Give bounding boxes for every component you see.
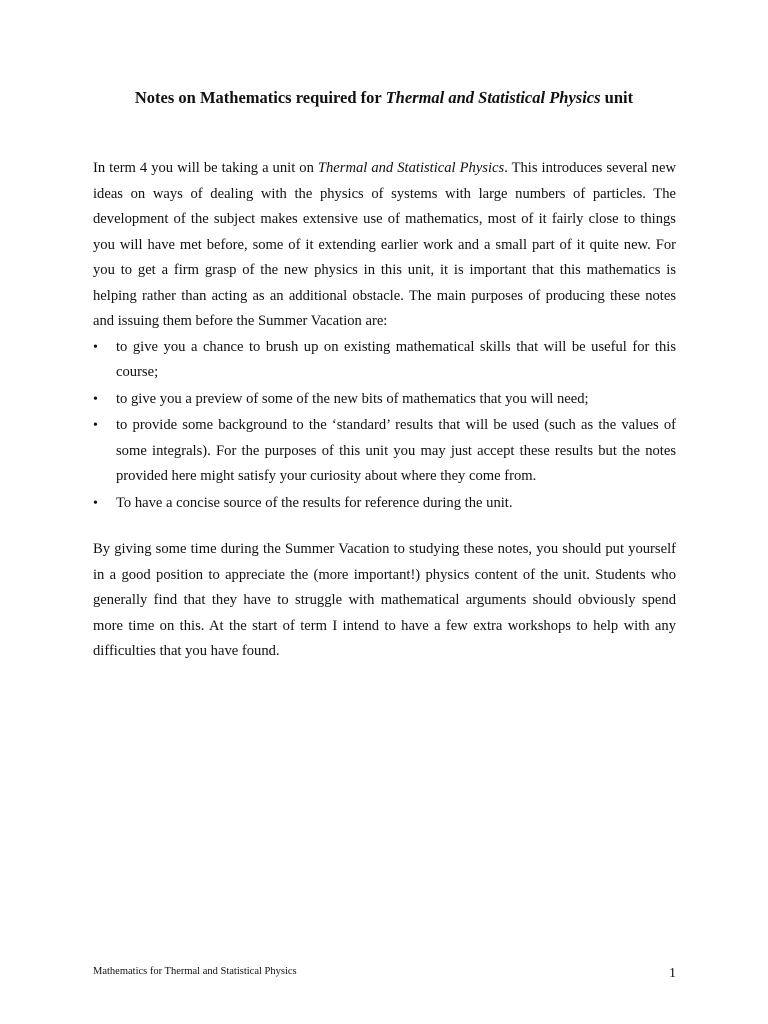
closing-paragraph: By giving some time during the Summer Vacation to studying these notes, you should put yourself in a good position to appreciate the (more important!) physics content of the unit. Students who generally find that they have to struggle with mathematical arguments should obviously spend more time on this. At the start of term I intend to have a few extra workshops to help with any difficulties that you have found. <box>93 541 676 659</box>
intro-section <box>93 156 676 517</box>
footer-title: Mathematics for Thermal and Statistical Physics <box>93 966 297 977</box>
bullet-icon: • <box>93 418 98 433</box>
list-item-text: To have a concise source of the results for reference during the unit. <box>116 494 513 511</box>
list-item-text: to give you a preview of some of the new bits of mathematics that you will need; <box>116 390 589 407</box>
title-prefix: Notes on Mathematics required for <box>134 88 386 107</box>
intro-lead: In term 4 you will be taking a unit on <box>93 160 318 176</box>
intro-paragraph <box>93 156 676 335</box>
list-item-text: to provide some background to the ‘standard’ results that will be used (such as the values of some integrals). For the purposes of this unit you may just accept these results but the notes provided here might satisfy your curiosity about where they come from. <box>116 417 676 484</box>
bullet-icon: • <box>93 495 98 511</box>
intro-italic: Thermal and Statistical Physics <box>317 160 505 176</box>
purpose-list <box>93 335 676 517</box>
list-item <box>93 491 676 517</box>
list-item <box>93 387 676 413</box>
intro-rest: . This introduces several new ideas on ways of dealing with the physics of systems with large numbers of particles. The development of the subject makes extensive use of mathematics, most of it fairly close to things you will have met before, some of it extending earlier work and a small part of it quite new. For you to get a firm grasp of the new physics in this unit, it is important that this mathematics is helping rather than acting as an additional obstacle. The main purposes of producing these notes and issuing them before the Summer Vacation are: <box>93 160 676 329</box>
title-italic: Thermal and Statistical Physics <box>385 88 601 107</box>
list-item <box>93 413 676 490</box>
page-number: 1 <box>669 966 676 981</box>
bullet-icon: • <box>93 391 98 407</box>
page-title <box>0 86 768 110</box>
list-item <box>93 335 676 386</box>
title-suffix: unit <box>600 88 634 107</box>
list-item-text: to give you a chance to brush up on existing mathematical skills that will be useful for this course; <box>116 338 676 380</box>
bullet-icon: • <box>93 339 98 355</box>
